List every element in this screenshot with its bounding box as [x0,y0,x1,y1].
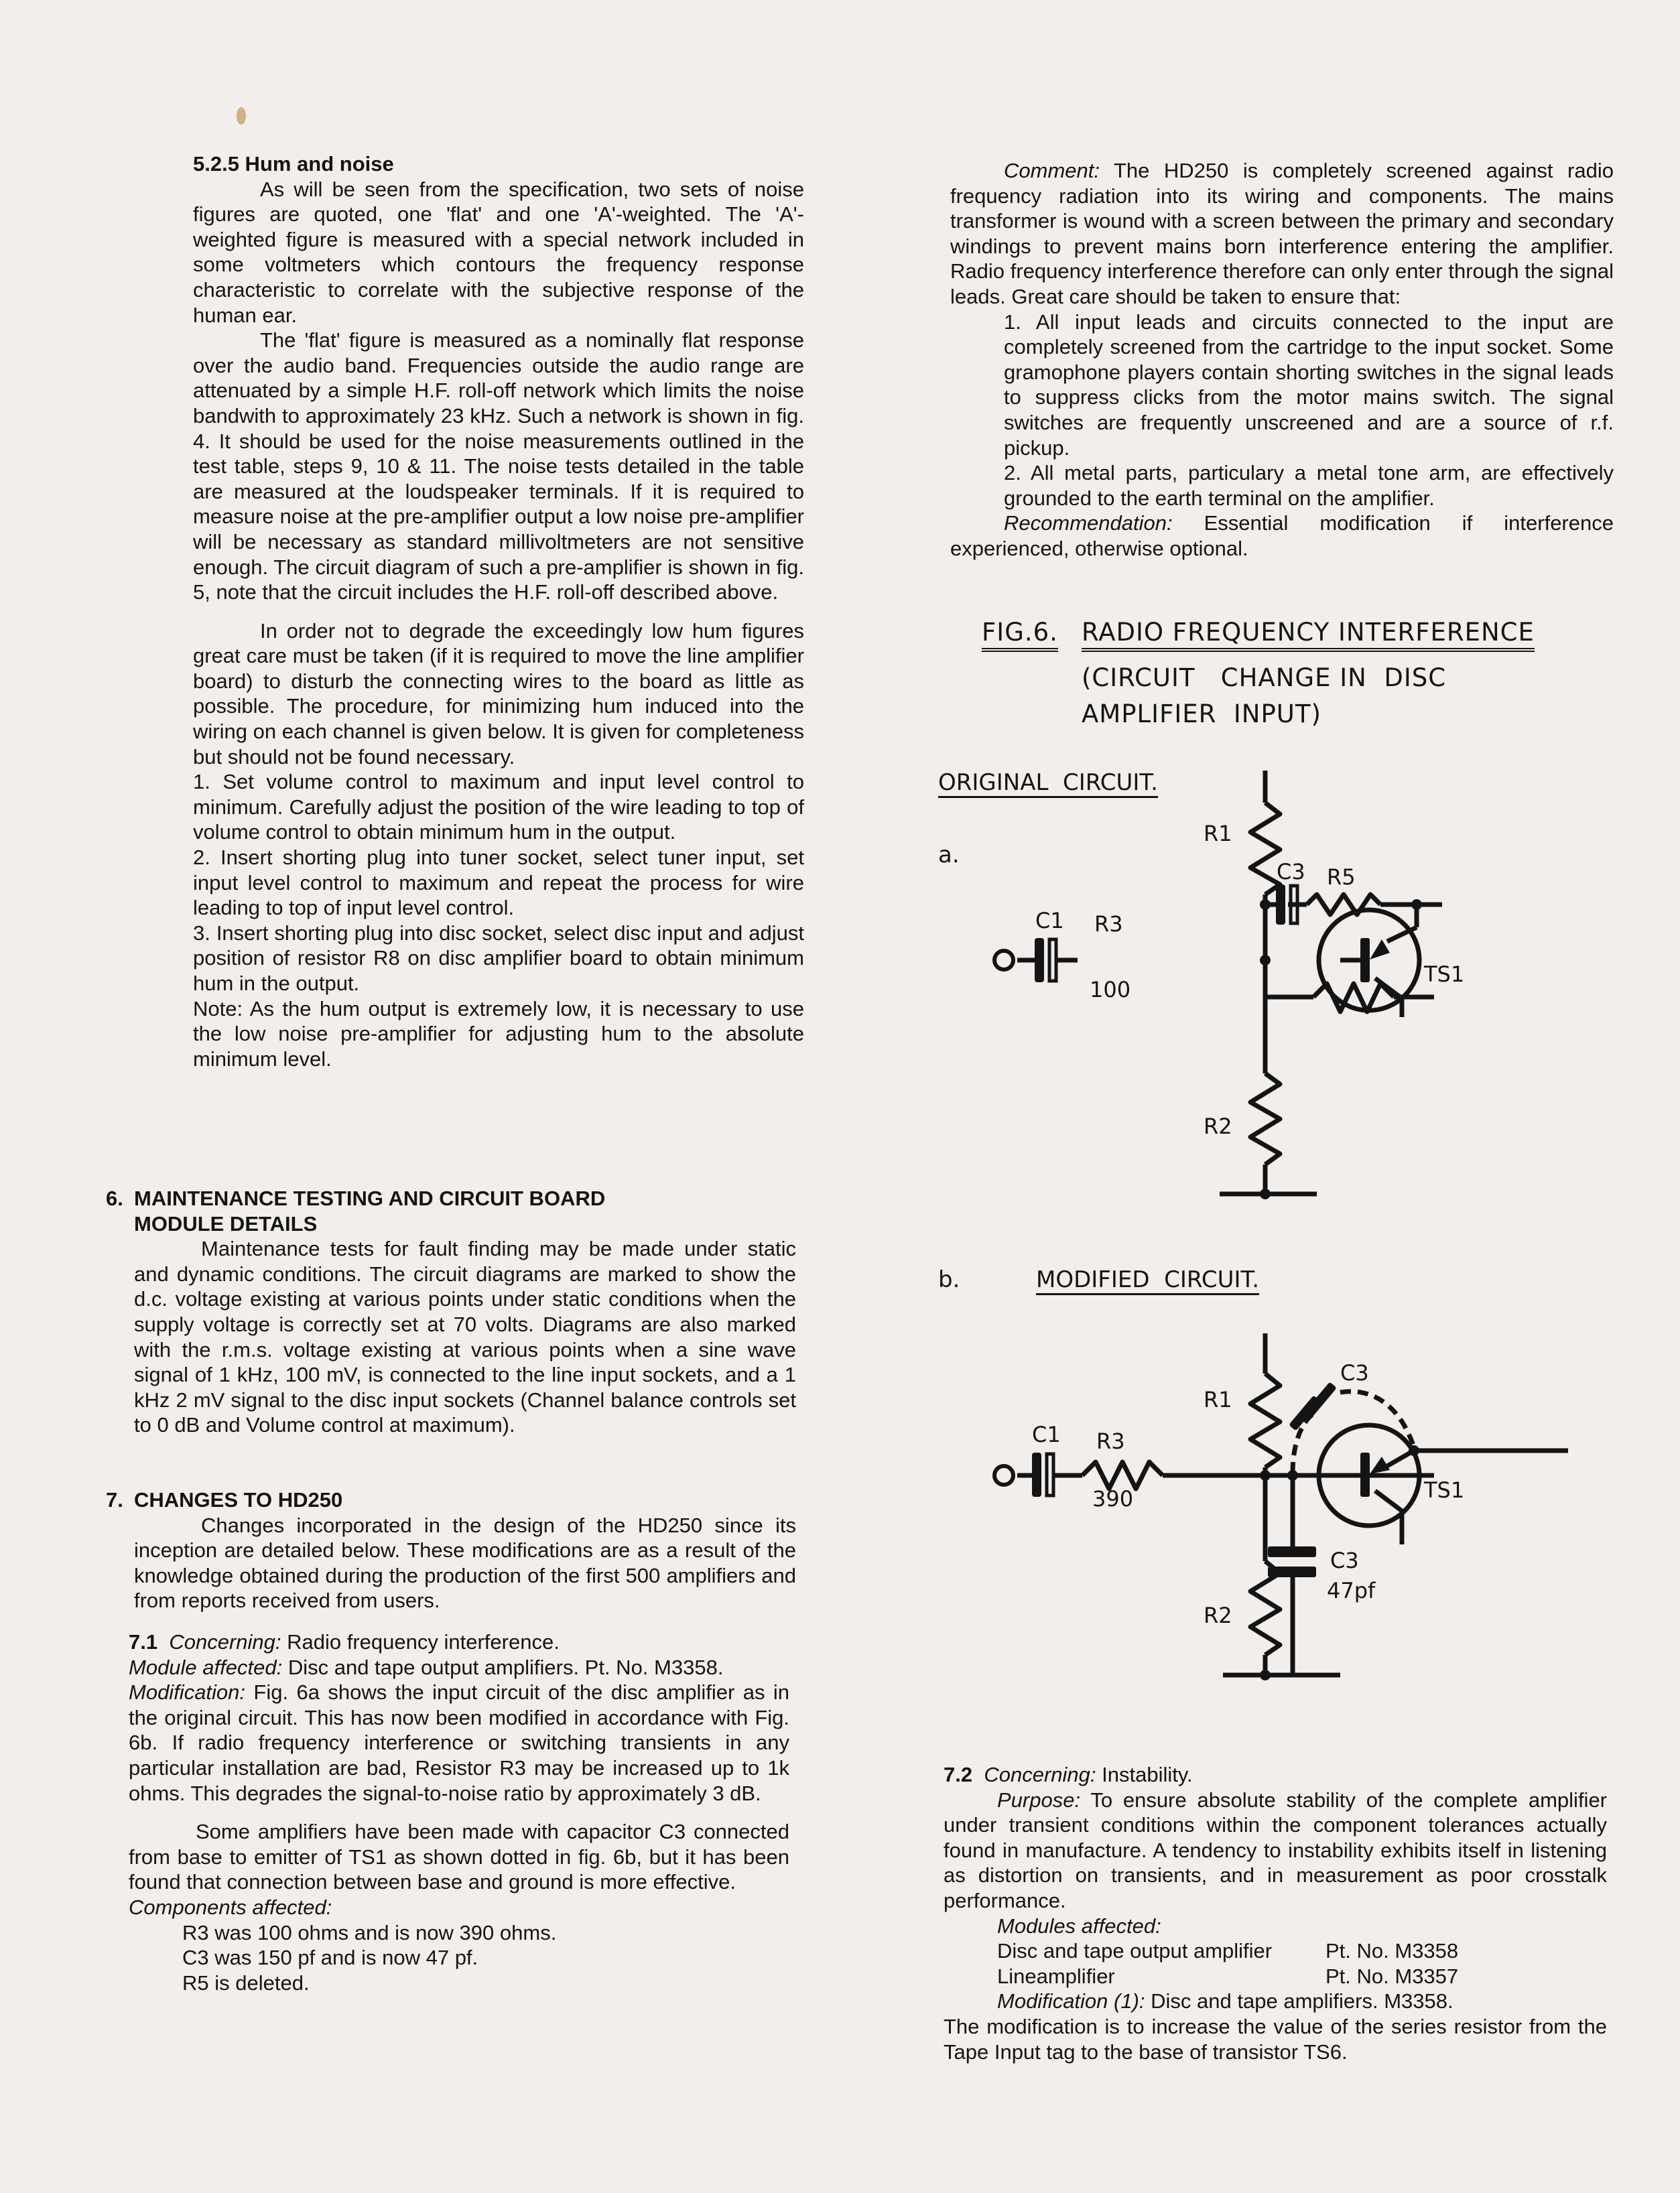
resistor-r3 [1082,1462,1163,1489]
section-5-2-5 [193,151,804,1071]
junction-dot [1287,1470,1298,1481]
label-c3: C3 [1330,1548,1359,1573]
label-r2: R2 [1204,1114,1232,1139]
module-name: Disc and tape output amplifier [997,1939,1273,1963]
label-ts1: TS1 [1424,1477,1465,1503]
label-r3-value: 100 [1090,977,1131,1002]
junction-dot [1260,1670,1271,1680]
field-value: Disc and tape output amplifiers. Pt. No. M3358. [287,1655,724,1679]
input-terminal [994,951,1013,970]
emitter-arrow [1370,939,1390,959]
input-terminal [994,1466,1013,1485]
label-c1: C1 [1032,1422,1061,1447]
label-r2: R2 [1204,1603,1232,1628]
capacitor-c3-plate [1268,1567,1316,1577]
transistor-base-bar [1360,938,1370,982]
module-name: Lineamplifier [997,1964,1115,1988]
module-part-number: Pt. No. M3357 [1326,1964,1459,1988]
section-7 [106,1487,796,1613]
label-ts1: TS1 [1424,961,1465,987]
field-value: Radio frequency interference. [287,1630,560,1654]
paper-blemish [237,107,246,125]
field-label: Purpose: [997,1788,1081,1812]
capacitor-c3-plate [1268,1546,1316,1557]
list-item: R3 was 100 ohms and is now 390 ohms. [182,1920,557,1944]
section-number: 7.1 [129,1630,158,1654]
paragraph: The 'flat' figure is measured as a nominally flat response over the audio band. Frequencies outside the audio range are attenuated by a simple H.F. roll-off network which limits the noise bandwith to approximately 23 kHz. Such a network is shown in fig. 4. It should be used for the noise measurements outlined in the test table, steps 9, 10 & 11. The noise tests detailed in the table are measured at the loudspeaker terminals. If it is required to measure noise at the pre-amplifier output a low noise pre-amplifier will be necessary as standard millivoltmeters are not sensitive enough. The circuit diagram of such a pre-amplifier is shown in fig. 5, note that the circuit includes the H.F. roll-off described above. [193,328,804,604]
label-c1: C1 [1035,908,1064,933]
section-heading: CHANGES TO HD250 [134,1488,343,1512]
field-label: Recommendation: [1004,511,1173,535]
paragraph: Changes incorporated in the design of the HD250 since its inception are detailed below. These modifications are as a result of the knowledge obtained during the production of the first 500 amplifiers and from reports received from users. [134,1513,796,1613]
module-part-number: Pt. No. M3358 [1326,1939,1459,1963]
module-row [944,1938,1607,1964]
field-label: Modification (1): [997,1989,1145,2013]
paragraph: The HD250 is completely screened against radio frequency radiation into its wiring and components. The mains transformer is wound with a screen between the primary and secondary windings to prevent mains born interference entering the amplifier. Radio frequency interference therefore can only enter through the signal leads. Great care should be taken to ensure that: [950,159,1614,308]
list-item: 1. Set volume control to maximum and input level control to minimum. Carefully adjust the position of the wire leading to top of volume control to obtain minimum hum in the output. [193,770,804,844]
note: Note: As the hum output is extremely low, it is necessary to use the low noise pre-amplifier for adjusting hum to the absolute minimum level. [193,996,804,1071]
list-item: C3 was 150 pf and is now 47 pf. [182,1946,478,1970]
label-r3: R3 [1096,1428,1125,1454]
section-7-2 [944,1762,1607,2064]
junction-dot [1411,899,1422,910]
collector-lead [1375,1491,1402,1511]
label-r1: R1 [1204,1387,1232,1412]
junction-dot [1260,1470,1271,1481]
list-item: 2. Insert shorting plug into tuner socket, select tuner input, set input level control to maximum and repeat the process for wire leading to top of input level control. [193,846,804,920]
modified-circuit-heading: MODIFIED CIRCUIT. [1036,1266,1259,1293]
section-heading: MODULE DETAILS [134,1211,318,1236]
section-heading: 5.2.5 Hum and noise [193,152,394,176]
label-c3-value: 47pf [1327,1578,1376,1603]
label-r3-value: 390 [1092,1486,1134,1512]
original-circuit-heading: ORIGINAL CIRCUIT. [938,769,1158,796]
label-c3-dotted: C3 [1340,1360,1369,1386]
list-item: 3. Insert shorting plug into disc socket, select disc input and adjust position of resistor R8 on disc amplifier board to obtain minimum hum in the output. [193,921,804,995]
field-label: Module affected: [129,1655,283,1679]
paragraph: In order not to degrade the exceedingly low hum figures great care must be taken (if it is required to move the line amplifier board) to disturb the connecting wires to the board as little as possible. The procedure, for minimizing hum induced into the wiring on each channel is given below. It is given for completeness but should not be found necessary. [193,618,804,769]
figure-subtitle: (CIRCUIT CHANGE IN DISC [1082,663,1447,692]
field-label: Comment: [1004,159,1100,182]
label-c3: C3 [1277,859,1305,884]
section-number: 7. [106,1488,123,1512]
resistor-r1 [1250,803,1280,894]
transistor-base-bar [1360,1453,1370,1497]
list-item: 1. All input leads and circuits connected to the input are completely screened from the cartridge to the input socket. Some gramophone players contain shorting switches in the signal leads to suppress clicks from the motor mains switch. The signal switches are frequently unscreened and are a source of r.f. pickup. [1004,310,1614,460]
list-item: R5 is deleted. [182,1971,310,1995]
label-r3: R3 [1094,911,1123,937]
emitter-arrow [1370,1457,1390,1474]
section-number: 6. [106,1187,123,1210]
field-value: Instability. [1102,1763,1193,1786]
capacitor-c1-plate [1032,1453,1041,1497]
comment-block [950,158,1614,561]
list-item: 2. All metal parts, particulary a metal tone arm, are effectively grounded to the earth terminal on the amplifier. [1004,461,1614,510]
paragraph: Maintenance tests for fault finding may be made under static and dynamic conditions. The circuit diagrams are marked to show the d.c. voltage existing at various points under static conditions when the supply voltage is correctly set at 70 volts. Diagrams are also marked with the r.m.s. voltage existing at various points when a sine wave signal of 1 kHz, 100 mV, is connected to the line input sockets, and a 1 kHz 2 mV signal to the disc input sockets (Channel balance controls set to 0 dB and Volume control at maximum). [134,1237,796,1437]
module-row [944,1964,1607,1989]
field-value: Fig. 6a shows the input circuit of the disc amplifier as in the original circuit. This has now been modified in accordance with Fig. 6b. If radio frequency interference or switching transients in any particular installation are bad, Resistor R3 may be increased up to 1k ohms. This degrades the signal-to-noise ratio by approximately 3 dB. [129,1680,789,1805]
paragraph: The modification is to increase the value of the series resistor from the Tape Input tag to the base of transistor TS6. [944,2014,1607,2064]
junction-dot [1260,899,1271,910]
subfigure-letter: b. [938,1266,960,1293]
label-r1: R1 [1204,821,1232,846]
paragraph: Essential modification if interference experienced, otherwise optional. [950,511,1614,560]
resistor-r2 [1250,1073,1280,1165]
field-value: Disc and tape amplifiers. M3358. [1151,1989,1453,2013]
resistor-r1 [1250,1374,1280,1467]
capacitor-c3-plate [1276,884,1285,925]
field-label: Modification: [129,1680,246,1705]
figure-subtitle: AMPLIFIER INPUT) [1082,700,1321,728]
junction-dot [1260,1189,1271,1199]
original-circuit-diagram [965,764,1528,1246]
junction-dot [1260,955,1271,966]
paragraph: To ensure absolute stability of the complete amplifier under transient conditions within the component tolerances actually found in manufacture. A tendency to instability exhibits itself in listening as distortion on transients, and in measurement as poor crosstalk performance. [944,1788,1608,1912]
section-6 [106,1186,796,1438]
junction-dot [1409,1445,1419,1456]
subfigure-letter: a. [938,842,960,868]
field-label: Concerning: [984,1763,1096,1786]
figure-title: RADIO FREQUENCY INTERFERENCE [1082,618,1535,647]
capacitor-c3-dotted-plate [1305,1382,1337,1417]
section-heading: MAINTENANCE TESTING AND CIRCUIT BOARD [134,1187,606,1210]
label-r5: R5 [1327,864,1356,890]
capacitor-c1-plate [1035,938,1044,982]
capacitor-c1-plate [1049,939,1056,981]
paragraph: As will be seen from the specification, two sets of noise figures are quoted, one 'flat' and one 'A'-weighted. The 'A'-weighted figure is measured with a special network included in some voltmeters which contours the frequency response characteristic to correlate with the subjective response of the human ear. [193,177,804,327]
capacitor-c1-plate [1047,1454,1053,1496]
field-label: Modules affected: [997,1914,1161,1938]
section-number: 7.2 [944,1763,973,1786]
figure-label: FIG.6. [982,618,1058,647]
section-7-1 [129,1630,789,1995]
field-label: Components affected: [129,1895,332,1919]
modified-circuit-diagram [965,1293,1568,1762]
paragraph: Some amplifiers have been made with capacitor C3 connected from base to emitter of TS1 as shown dotted in fig. 6b, but it has been found that connection between base and ground is more effective. [129,1820,789,1894]
field-label: Concerning: [169,1630,281,1654]
